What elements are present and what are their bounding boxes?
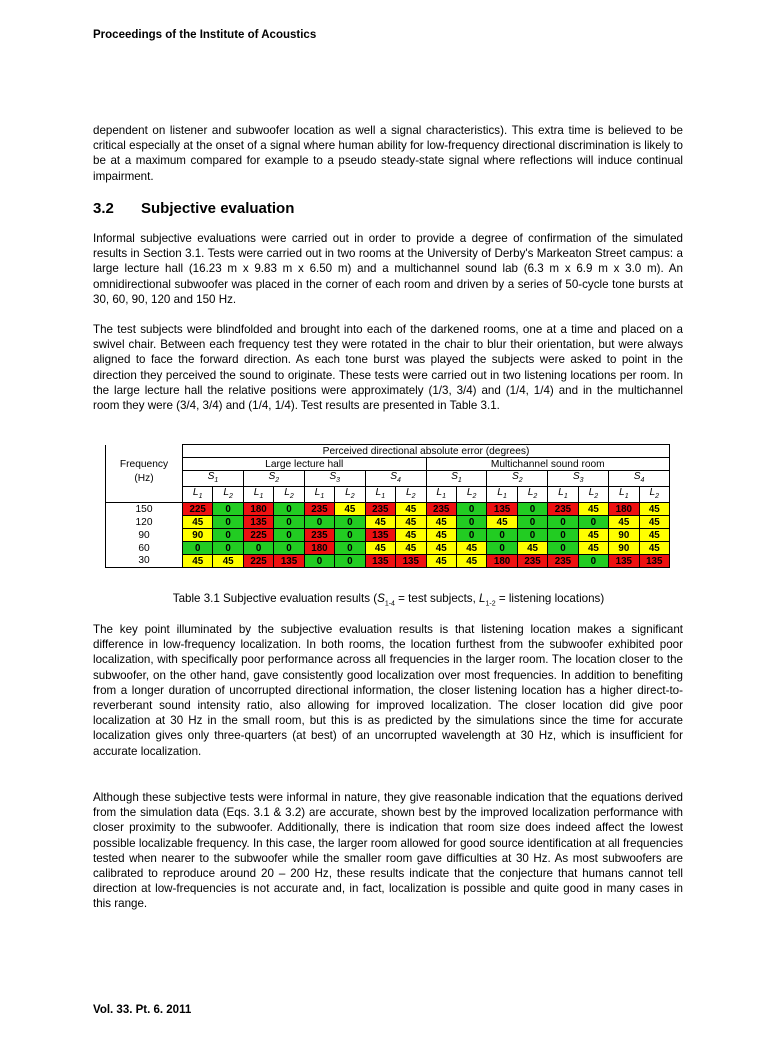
error-cell: 90 xyxy=(183,529,213,542)
error-cell: 0 xyxy=(517,503,547,516)
error-cell: 45 xyxy=(396,529,426,542)
location-header xyxy=(548,487,578,503)
error-cell: 90 xyxy=(609,529,639,542)
section-heading xyxy=(93,200,294,217)
error-cell: 0 xyxy=(213,516,243,529)
table-subjects-row xyxy=(106,471,670,487)
subject-letter: S xyxy=(329,471,337,482)
error-cell: 45 xyxy=(396,516,426,529)
error-cell: 0 xyxy=(548,516,578,529)
error-cell: 0 xyxy=(274,542,304,555)
location-subscript: 2 xyxy=(350,493,355,501)
error-cell: 235 xyxy=(517,555,547,568)
subject-header xyxy=(183,471,244,487)
frequency-cell: 60 xyxy=(106,542,183,555)
running-footer: Vol. 33. Pt. 6. 2011 xyxy=(93,1004,192,1016)
error-cell: 0 xyxy=(487,529,517,542)
subject-header xyxy=(426,471,487,487)
error-cell: 45 xyxy=(487,516,517,529)
error-cell: 0 xyxy=(487,542,517,555)
error-cell: 45 xyxy=(335,503,365,516)
error-cell: 0 xyxy=(517,516,547,529)
error-cell: 235 xyxy=(304,529,334,542)
subject-letter: S xyxy=(207,471,215,482)
location-header xyxy=(365,487,395,503)
error-cell: 45 xyxy=(183,555,213,568)
location-subscript: 2 xyxy=(533,493,538,501)
paragraph-evaluation: Informal subjective evaluations were carried out in order to provide a degree of confirmation of the simulated results in Section 3.1. Tests were carried out in two rooms at the University of Derby's Markeaton Street campus: a large lecture hall (16.23 m x 9.83 m x 6.50 m) and a multichannel sound lab (6.3 m x 6.9 m x 3.0 m). An omnidirectional subwoofer was placed in the corner of each room and driven by a series of 50-cycle tone bursts at 30, 60, 90, 120 and 150 Hz. xyxy=(93,232,683,306)
room-header: Multichannel sound room xyxy=(426,458,670,471)
subject-header xyxy=(548,471,609,487)
error-cell: 135 xyxy=(487,503,517,516)
subject-header xyxy=(609,471,670,487)
frequency-cell: 120 xyxy=(106,516,183,529)
error-cell: 0 xyxy=(183,542,213,555)
error-cell: 235 xyxy=(426,503,456,516)
error-cell: 225 xyxy=(183,503,213,516)
error-cell: 0 xyxy=(243,542,273,555)
error-cell: 0 xyxy=(335,529,365,542)
caption-text-3: = listening locations) xyxy=(495,592,605,605)
subject-subscript: 1 xyxy=(457,477,462,485)
subject-letter: S xyxy=(451,471,458,482)
table-row xyxy=(106,542,670,555)
table-title: Perceived directional absolute error (degrees) xyxy=(183,445,670,458)
caption-s-sub: 1-4 xyxy=(384,600,395,608)
error-cell: 225 xyxy=(243,529,273,542)
subject-letter: S xyxy=(511,471,519,482)
location-subscript: 1 xyxy=(502,493,507,501)
error-cell: 0 xyxy=(274,503,304,516)
running-header: Proceedings of the Institute of Acoustics xyxy=(93,29,317,41)
error-cell: 135 xyxy=(396,555,426,568)
error-cell: 45 xyxy=(578,503,608,516)
caption-text-2: = test subjects, xyxy=(394,592,480,605)
subject-subscript: 2 xyxy=(518,477,523,485)
location-subscript: 2 xyxy=(594,493,599,501)
location-letter: L xyxy=(466,487,473,499)
location-subscript: 2 xyxy=(411,493,416,501)
location-header xyxy=(456,487,486,503)
frequency-cell: 90 xyxy=(106,529,183,542)
location-subscript: 2 xyxy=(229,493,233,501)
error-cell: 0 xyxy=(274,529,304,542)
location-subscript: 1 xyxy=(198,493,203,501)
room-header: Large lecture hall xyxy=(183,458,427,471)
error-cell: 235 xyxy=(548,503,578,516)
subject-header xyxy=(243,471,304,487)
error-cell: 235 xyxy=(304,503,334,516)
error-cell: 135 xyxy=(639,555,669,568)
location-subscript: 1 xyxy=(381,493,386,501)
location-letter: L xyxy=(284,487,290,499)
error-cell: 0 xyxy=(213,529,243,542)
error-cell: 90 xyxy=(609,542,639,555)
table-row xyxy=(106,503,670,516)
error-cell: 45 xyxy=(213,555,243,568)
error-cell: 45 xyxy=(396,503,426,516)
paragraph-intro: dependent on listener and subwoofer location as well a signal characteristics). This extra time is believed to be critical especially at the onset of a signal where human ability for low-frequency directional discrimination is likely to be at a maximum compared for example to a pseudo steady-state signal where reflections will induce continual impairment. xyxy=(93,124,683,183)
caption-l-sub: 1-2 xyxy=(485,600,496,608)
location-header xyxy=(517,487,547,503)
location-subscript: 1 xyxy=(624,493,629,501)
error-cell: 0 xyxy=(335,542,365,555)
error-cell: 45 xyxy=(578,529,608,542)
error-cell: 45 xyxy=(426,555,456,568)
error-cell: 0 xyxy=(517,529,547,542)
table-row xyxy=(106,529,670,542)
frequency-cell: 30 xyxy=(106,555,183,568)
caption-s-letter: S xyxy=(377,592,385,605)
paragraph-discussion: The key point illuminated by the subjective evaluation results is that listening location makes a significant difference in low-frequency localization. In both rooms, the location furthest from the subwoofer exhibited poor localization, with specifically poor performance across all frequencies in the larger room. The location closer to the subwoofer, on the other hand, gave consistently good localization over most frequencies. In addition to benefiting from a longer duration of uncorrupted directional information, the closer listening location has a higher direct-to-reverberant sound intensity ratio, also allowing for improved localization. The closer location did give poor localization at 30 Hz in the small room, but this is as predicted by the simulations since the time for accurate localization gives only three-quarters (at best) of an uncorrupted wavelength at 30 Hz, which is insufficient for accurate localization. xyxy=(93,623,683,758)
location-header xyxy=(243,487,273,503)
location-header xyxy=(183,487,213,503)
error-cell: 0 xyxy=(274,516,304,529)
location-header xyxy=(578,487,608,503)
subject-letter: S xyxy=(268,471,276,482)
location-header xyxy=(487,487,517,503)
location-header xyxy=(335,487,365,503)
error-cell: 180 xyxy=(243,503,273,516)
location-letter: L xyxy=(649,487,656,499)
location-letter: L xyxy=(253,487,260,499)
error-cell: 135 xyxy=(365,529,395,542)
error-cell: 180 xyxy=(304,542,334,555)
table-row xyxy=(106,555,670,568)
error-cell: 0 xyxy=(456,529,486,542)
error-cell: 135 xyxy=(609,555,639,568)
error-cell: 45 xyxy=(639,542,669,555)
location-header xyxy=(274,487,304,503)
location-header xyxy=(609,487,639,503)
error-cell: 45 xyxy=(183,516,213,529)
location-letter: L xyxy=(527,487,534,499)
error-cell: 45 xyxy=(365,542,395,555)
error-cell: 0 xyxy=(335,516,365,529)
table-rooms-row xyxy=(106,458,670,471)
subject-letter: S xyxy=(390,471,397,482)
error-cell: 45 xyxy=(609,516,639,529)
location-subscript: 1 xyxy=(259,493,264,501)
caption-text-1: Table 3.1 Subjective evaluation results ( xyxy=(172,592,378,605)
error-cell: 0 xyxy=(456,503,486,516)
subject-subscript: 4 xyxy=(397,477,401,485)
error-cell: 45 xyxy=(456,555,486,568)
location-subscript: 2 xyxy=(289,493,294,501)
location-header xyxy=(426,487,456,503)
error-cell: 235 xyxy=(548,555,578,568)
location-subscript: 2 xyxy=(655,493,660,501)
frequency-cell: 150 xyxy=(106,503,183,516)
subject-header xyxy=(487,471,548,487)
error-cell: 180 xyxy=(609,503,639,516)
location-letter: L xyxy=(223,487,230,499)
subject-header xyxy=(365,471,426,487)
error-cell: 45 xyxy=(639,516,669,529)
error-cell: 180 xyxy=(487,555,517,568)
error-cell: 0 xyxy=(304,516,334,529)
location-header xyxy=(304,487,334,503)
error-cell: 45 xyxy=(426,542,456,555)
location-header xyxy=(639,487,669,503)
error-cell: 0 xyxy=(304,555,334,568)
subject-subscript: 3 xyxy=(579,477,584,485)
subject-letter: S xyxy=(633,471,641,482)
frequency-unit: (Hz) xyxy=(106,471,183,487)
results-table xyxy=(105,444,670,568)
error-cell: 0 xyxy=(335,555,365,568)
error-cell: 135 xyxy=(243,516,273,529)
table-locations-row xyxy=(106,487,670,503)
location-header xyxy=(396,487,426,503)
location-letter: L xyxy=(436,487,443,499)
table-header-row xyxy=(106,445,670,458)
error-cell: 135 xyxy=(365,555,395,568)
error-cell: 45 xyxy=(578,542,608,555)
table-caption xyxy=(0,592,777,607)
error-cell: 45 xyxy=(639,503,669,516)
subject-letter: S xyxy=(572,471,580,482)
error-cell: 0 xyxy=(548,542,578,555)
error-cell: 0 xyxy=(548,529,578,542)
caption-l-letter: L xyxy=(479,592,486,605)
subject-subscript: 3 xyxy=(336,477,341,485)
location-subscript: 2 xyxy=(472,493,477,501)
frequency-header-blank xyxy=(106,487,183,503)
subject-subscript: 4 xyxy=(640,477,645,485)
error-cell: 45 xyxy=(365,516,395,529)
error-cell: 135 xyxy=(274,555,304,568)
error-cell: 0 xyxy=(456,516,486,529)
paragraph-method: The test subjects were blindfolded and brought into each of the darkened rooms, one at a time and placed on a swivel chair. Between each frequency test they were rotated in the chair to blur their orientation, but were always aligned to face the forward direction. As each tone burst was played the subjects were asked to point in the direction they perceived the sound to originate. These tests were carried out in two listening locations per room. In the large lecture hall the relative positions were approximately (1/3, 3/4) and (1/4, 1/4) and in the multichannel room they were (3/4, 3/4) and (1/4, 1/4). Test results are presented in Table 3.1. xyxy=(93,323,683,413)
location-subscript: 1 xyxy=(563,493,568,501)
error-cell: 45 xyxy=(426,516,456,529)
frequency-header-blank xyxy=(106,445,183,458)
section-number: 3.2 xyxy=(93,200,114,217)
error-cell: 0 xyxy=(578,555,608,568)
error-cell: 225 xyxy=(243,555,273,568)
subject-subscript: 2 xyxy=(275,477,280,485)
location-letter: L xyxy=(588,487,595,499)
error-cell: 0 xyxy=(213,542,243,555)
location-letter: L xyxy=(497,487,503,499)
location-subscript: 1 xyxy=(320,493,325,501)
subject-header xyxy=(304,471,365,487)
error-cell: 0 xyxy=(578,516,608,529)
location-header xyxy=(213,487,243,503)
error-cell: 45 xyxy=(456,542,486,555)
error-cell: 45 xyxy=(639,529,669,542)
error-cell: 45 xyxy=(517,542,547,555)
paragraph-conclusion: Although these subjective tests were informal in nature, they give reasonable indication that the equations derived from the simulation data (Eqs. 3.1 & 3.2) are accurate, shown best by the improved localization performance with closer proximity to the subwoofer. Additionally, there is indication that room size does indeed affect the lowest possible localizable frequency. In this case, the larger room allowed for good source identification at all frequencies tested when nearer to the subwoofer while the smaller room gave difficulties at 30 Hz. As most subwoofers are calibrated to reproduce around 20 – 200 Hz, these results indicate that the conjecture that humans cannot tell direction at low-frequencies is not accurate and, in fact, localization is possible and quite good in many cases in this range. xyxy=(93,791,683,911)
frequency-header: Frequency xyxy=(106,458,183,471)
location-letter: L xyxy=(314,487,321,499)
table-row xyxy=(106,516,670,529)
location-letter: L xyxy=(405,487,412,499)
section-title: Subjective evaluation xyxy=(141,200,295,217)
location-letter: L xyxy=(345,487,351,499)
location-subscript: 1 xyxy=(442,493,446,501)
location-letter: L xyxy=(375,487,382,499)
location-letter: L xyxy=(192,487,199,499)
subject-subscript: 1 xyxy=(214,477,219,485)
error-cell: 45 xyxy=(396,542,426,555)
location-letter: L xyxy=(558,487,564,499)
error-cell: 0 xyxy=(213,503,243,516)
error-cell: 235 xyxy=(365,503,395,516)
error-cell: 45 xyxy=(426,529,456,542)
location-letter: L xyxy=(619,487,625,499)
